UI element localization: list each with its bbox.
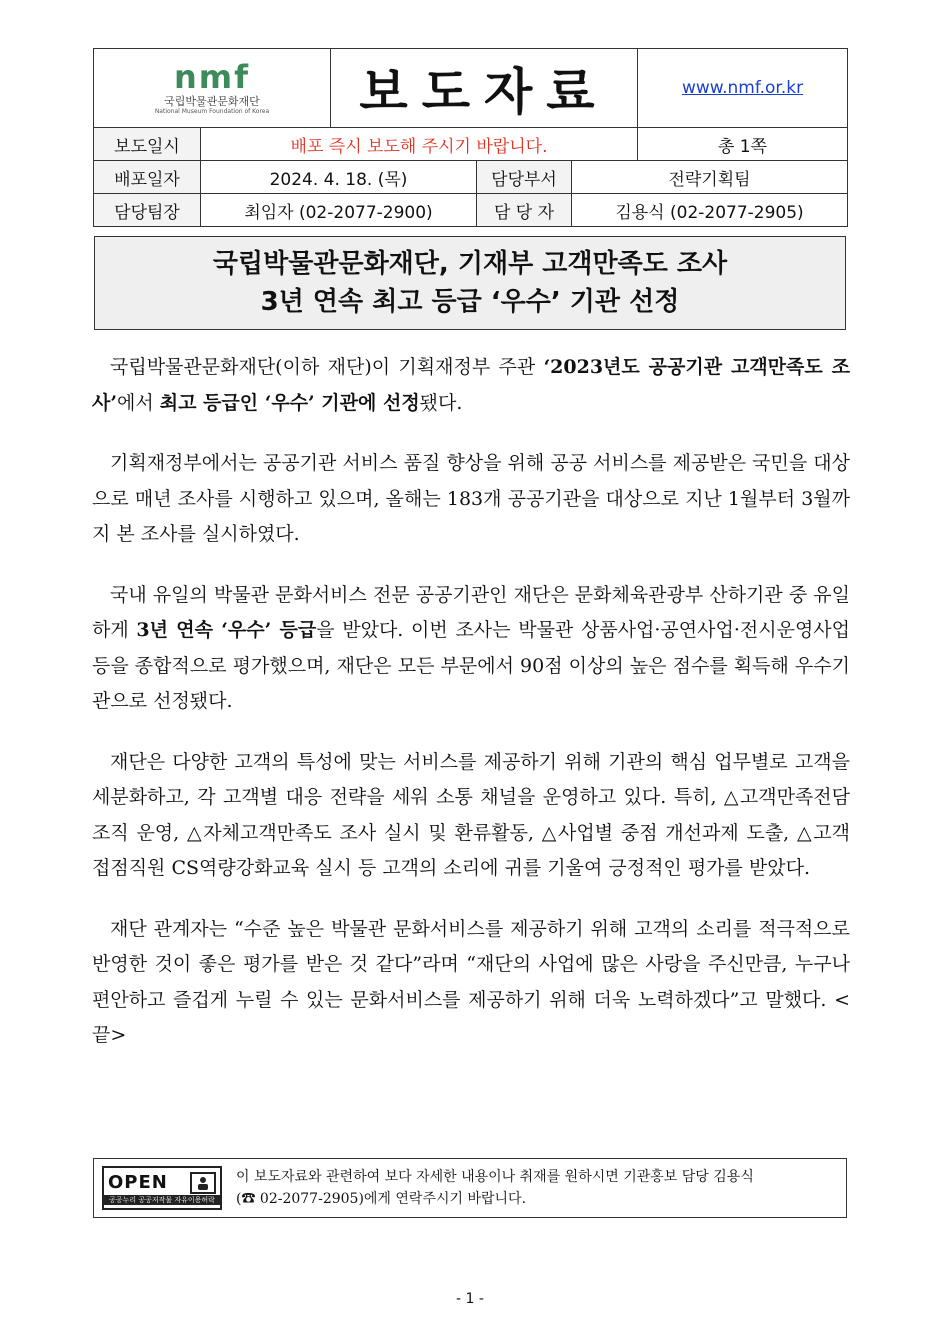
page-count: 총 1쪽 — [638, 128, 848, 161]
p1-text-a: 국립박물관문화재단(이하 재단)이 기획재정부 주관 — [110, 356, 544, 378]
paragraph-1 — [92, 350, 850, 421]
open-word: OPEN — [108, 1172, 168, 1193]
doc-title: 보도자료 — [359, 63, 609, 121]
headline-line-1: 국립박물관문화재단, 기재부 고객만족도 조사 — [212, 249, 728, 279]
footer-line-2: (☎ 02-2077-2905)에게 연락주시기 바랍니다. — [236, 1191, 527, 1207]
distribution-label: 배포일자 — [94, 161, 201, 194]
contact-label: 담 당 자 — [477, 194, 572, 227]
team-lead-label: 담당팀장 — [94, 194, 201, 227]
dept-value: 전략기획팀 — [572, 161, 848, 194]
p1-bold-grade: 최고 등급인 ‘우수’ 기관에 선정 — [159, 391, 420, 414]
logo-name-en: National Museum Foundation of Korea — [154, 107, 270, 115]
release-label: 보도일시 — [94, 128, 201, 161]
paragraph-5: 재단 관계자는 “수준 높은 박물관 문화서비스를 제공하기 위해 고객의 소리를 적극적으로 반영한 것이 좋은 평가를 받은 것 같다”라며 “재단의 사업에 많은 사랑을 주신만큼, 누구나 편안하고 즐겁게 누릴 수 있는 문화서비스를 제공하기 위해 더욱 노력하겠다”고 말했다. <끝> — [92, 917, 850, 1046]
kogl-open-badge — [102, 1166, 222, 1210]
press-release-header — [93, 48, 848, 227]
team-lead-value: 최임자 (02-2077-2900) — [201, 194, 477, 227]
page-number: - 1 - — [456, 1291, 484, 1307]
footer-text — [236, 1166, 754, 1210]
headline-line-2: 3년 연속 최고 등급 ‘우수’ 기관 선정 — [260, 287, 680, 317]
attribution-icon — [190, 1172, 216, 1194]
distribution-value: 2024. 4. 18. (목) — [201, 161, 477, 194]
contact-value: 김용식 (02-2077-2905) — [572, 194, 848, 227]
paragraph-4: 재단은 다양한 고객의 특성에 맞는 서비스를 제공하기 위해 기관의 핵심 업무별로 고객을 세분화하고, 각 고객별 대응 전략을 세워 소통 채널을 운영하고 있다. 특히, △고객만족전담조직 운영, △자체고객만족도 조사 실시 및 환류활동, △사업별 중점 개선과제 도출, △고객 접점직원 CS역량강화교육 실시 등 고객의 소리에 귀를 기울여 긍정적인 평가를 받았다. — [92, 750, 850, 879]
p3-text-a: 국내 유일의 박물관 문화서비스 전문 공공기관인 재단은 문화체육관광부 산하기관 중 유일하게 — [92, 583, 850, 641]
p3-text-c: 을 받았다. 이번 조사는 박물관 상품사업·공연사업·전시운영사업 등을 종합적으로 평가했으며, 재단은 모든 부문에서 90점 이상의 높은 점수를 획득해 우수기관으로 선정됐다. — [92, 619, 851, 712]
badge-subtext: 공공누리 공공저작물 자유이용허락 — [104, 1195, 220, 1205]
release-value: 배포 즉시 보도해 주시기 바랍니다. — [201, 128, 638, 161]
logo — [94, 49, 331, 128]
paragraph-3 — [92, 578, 850, 720]
article-body — [92, 350, 850, 1079]
logo-name-ko: 국립박물관문화재단 — [164, 94, 260, 108]
doc-title-cell — [331, 49, 638, 128]
logo-mark: nmf — [173, 57, 251, 96]
contact-footer — [93, 1158, 847, 1218]
p1-text-c: 에서 — [116, 391, 160, 414]
p3-bold: 3년 연속 ‘우수’ 등급 — [136, 619, 317, 641]
website-cell — [638, 49, 848, 128]
footer-line-1: 이 보도자료와 관련하여 보다 자세한 내용이나 취재를 원하시면 기관홍보 담당 김용식 — [236, 1169, 754, 1185]
p1-text-e: 됐다. — [419, 391, 463, 414]
dept-label: 담당부서 — [477, 161, 572, 194]
website-link[interactable]: www.nmf.or.kr — [681, 78, 804, 98]
p1-bold-survey: ‘2023년도 공공기관 고객만족도 조사’ — [92, 356, 851, 414]
paragraph-2: 기획재정부에서는 공공기관 서비스 품질 향상을 위해 공공 서비스를 제공받은 국민을 대상으로 매년 조사를 시행하고 있으며, 올해는 183개 공공기관을 대상으로 지난 1월부터 3월까지 본 조사를 실시하였다. — [92, 452, 850, 545]
headline — [94, 236, 846, 330]
